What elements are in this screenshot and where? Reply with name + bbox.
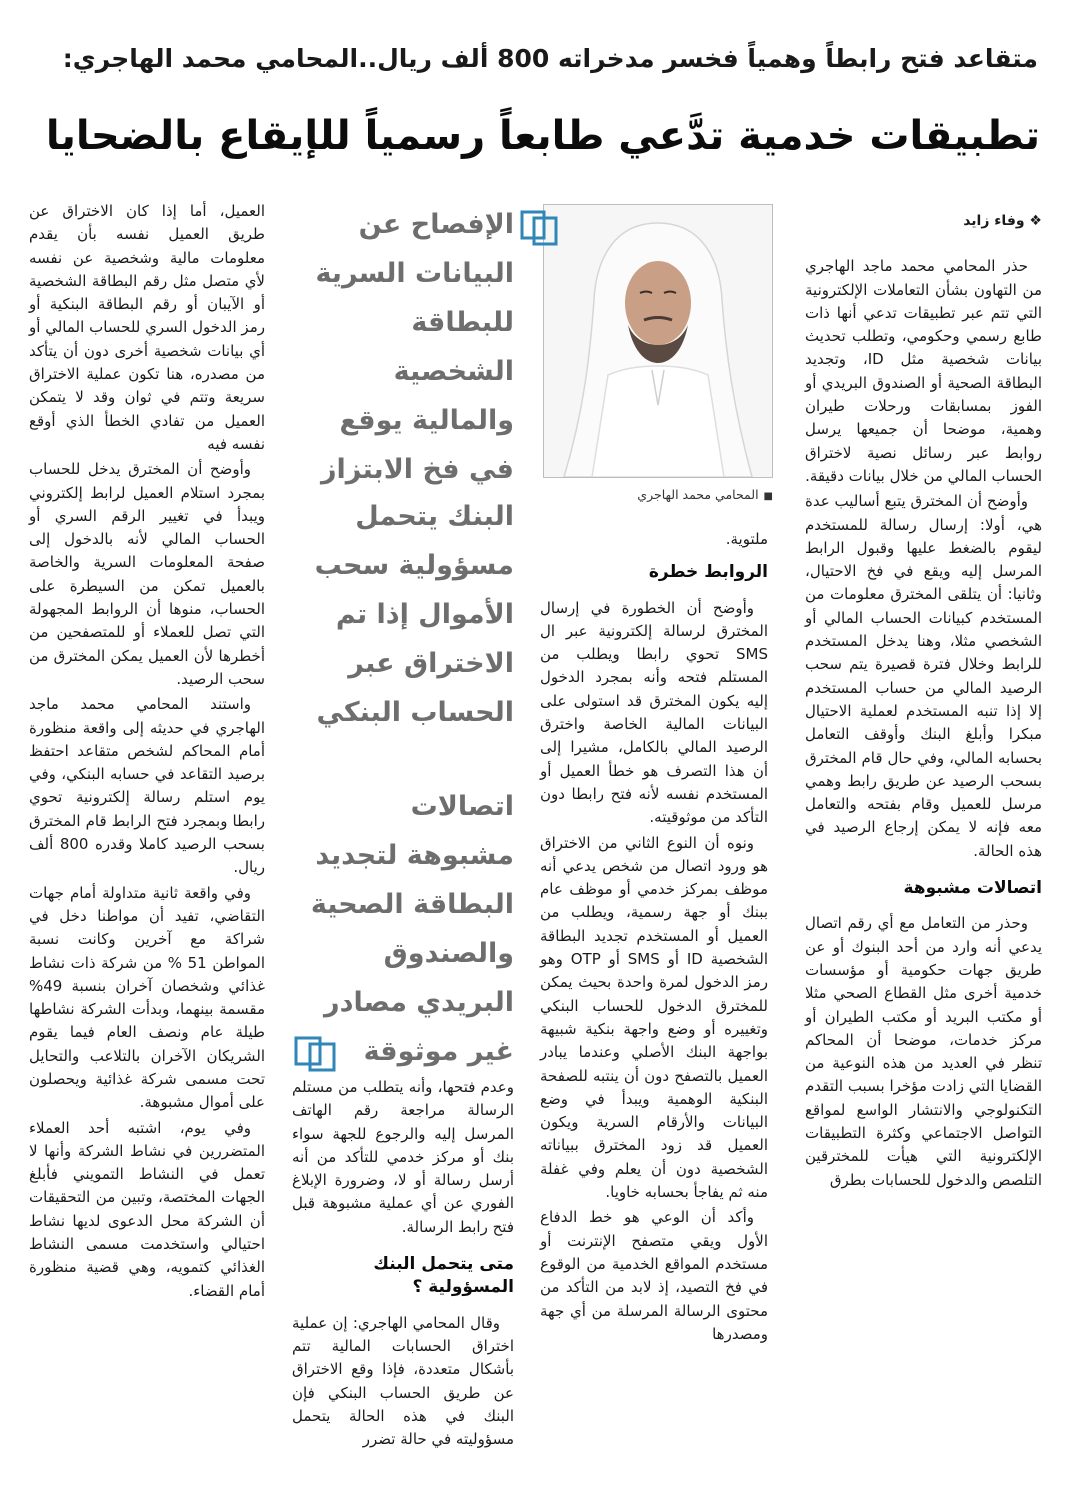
paragraph: العميل، أما إذا كان الاختراق عن طريق العميل نفسه بأن يقدم معلومات مالية وشخصية عن نفسه لأي متصل مثل رقم البطاقة الشخصية أو الآيبان أو رقم البطاقة البنكية أو رمز الدخول السري للحساب المالي أو أي بيانات شخصية أخرى دون أن يتأكد من مصدره، هنا تكون عملية الاختراق سريعة وتتم في ثوان وقد لا يتمكن العميل من تفادي الخطأ الذي أوقع نفسه فيه [29, 202, 265, 453]
paragraph: وأوضح أن الخطورة في إرسال المخترق لرسالة إلكترونية عبر ال SMS تحوي رابطا ويطلب من المستلم فتحه وأنه بمجرد الدخول إليه يكون المخترق قد استولى على البيانات المالية الخاصة واخترق الرصيد المالي بالكامل، مشيرا إلى أن هذا التصرف هو خطأ العميل أو المستخدم نفسه لأنه فتح رابطا دون التأكد من موثوقيته. [540, 598, 768, 827]
paragraph: وقال المحامي الهاجري: إن عملية اختراق الحسابات المالية تتم بأشكال متعددة، فإذا وقع الاختراق عن طريق الحساب البنكي فإن البنك في هذه الحالة يتحمل مسؤوليته في حالة تضرر [292, 1313, 514, 1449]
pull-quote-2 [296, 492, 514, 737]
photo-block [543, 204, 773, 502]
pull-quote-3 [296, 782, 514, 1076]
quote-open-icon [518, 208, 564, 248]
paragraph: واستند المحامي محمد ماجد الهاجري في حديثه إلى واقعة منظورة أمام المحاكم لشخص متقاعد احتفظ برصيد التقاعد في حسابه البنكي، وفي يوم استلم رسالة إلكترونية تحوي رابطا وبمجرد فتح الرابط قام المخترق بسحب الرصيد كاملا وقدره 800 ألف ريال. [29, 695, 265, 877]
main-headline: تطبيقات خدمية تدَّعي طابعاً رسمياً للإيقاع بالضحايا [45, 113, 1040, 159]
paragraph: وأوضح أن المخترق يدخل للحساب بمجرد استلام العميل لرابط إلكتروني ويبدأ في تغيير الرقم السري أو الحساب المالي لأنه بالدخول إلى صفحة المعلومات السرية والخاصة بالعميل تمكن من السيطرة على الحساب، منوها أن الروابط المجهولة التي تصل للعملاء أو للمتصفحين من أخطرها لأن العميل يمكن المخترق من سحب الرصيد. [29, 460, 265, 688]
photo-caption-text: المحامي محمد الهاجري [637, 487, 759, 502]
pull-quote-text: البنك يتحمل مسؤولية سحب الأموال إذا تم الاختراق عبر الحساب البنكي [314, 501, 514, 728]
paragraph: وفي يوم، اشتبه أحد العملاء المتضررين في نشاط الشركة وأنها لا تعمل في النشاط التمويني فأبلغ الجهات المختصة، وتبين من التحقيقات أن الشركة محل الدعوى لديها نشاط احتيالي واستخدمت مسمى النشاط الغذائي كتمويه، وهي قضية منظورة أمام القضاء. [29, 1118, 265, 1300]
paragraph: ونوه أن النوع الثاني من الاختراق هو ورود اتصال من شخص يدعي أنه موظف بمركز خدمي أو موظف عام ببنك أو جهة رسمية، ويطلب من العميل أو المستخدم تجديد البطاقة الشخصية ID أو SMS أو OTP وهو رمز الدخول لمرة واحدة بحيث يمكن للمخترق الدخول للحساب البنكي وتغييره أو وضع واجهة بنكية شبيهة بواجهة البنك الأصلي وعندما يبادر العميل بالتصفح دون أن ينتبه للصفحة البنكية الوهمية ويبدأ في وضع البيانات والأرقام السرية ويكون العميل قد زود المخترق ببياناته الشخصية دون أن يعلم وفي غفلة منه ثم يفاجأ بحسابه خاويا. [540, 833, 769, 1202]
subhead-dangerous-links: الروابط خطرة [648, 562, 768, 583]
paragraph: حذر المحامي محمد ماجد الهاجري من التهاون بشأن التعاملات الإلكترونية التي تتم عبر تطبيقات تدعي أنها ذات طابع رسمي وحكومي، وتطلب تحديث بيانات شخصية مثل ID، وتجديد البطاقة الصحية أو الصندوق البريدي أو الفوز بمسابقات ورحلات طيران وهمية، موضحا أن جميعها يرسل روابط عبر رسائل نصية لاختراق الحساب المالي من خلال بيانات دقيقة. [805, 257, 1042, 485]
article-column-3 [292, 1076, 514, 1453]
article-column-1 [805, 200, 1042, 1194]
portrait-photo [543, 204, 773, 478]
paragraph: وعدم فتحها، وأنه يتطلب من مستلم الرسالة مراجعة رقم الهاتف المرسل إليه والرجوع للجهة سواء بنك أو مركز خدمي للتأكد من أنه أرسل رسالة أو لا، وضرورة الإبلاغ الفوري عن أي عملية مشبوهة قبل فتح رابط الرسالة. [292, 1078, 514, 1236]
paragraph: وفي واقعة ثانية متداولة أمام جهات التقاضي، تفيد أن مواطنا دخل في شراكة مع آخرين وكانت نسبة المواطن 51 % من شركة ذات نشاط غذائي وشخصان آخران بنسبة 49% مقسمة بينهما، وبدأت الشركة نشاطها طيلة عام ونصف العام فيما يقوم الشريكان الآخران بالتلاعب والتحايل تحت مسمى شركة غذائية ويحصلون على أموال مشبوهة. [29, 883, 266, 1112]
subhead-suspicious-calls: اتصالات مشبوهة [903, 878, 1042, 899]
pull-quote-text: اتصالات مشبوهة لتجديد البطاقة الصحية والصندوق البريدي مصادر غير موثوقة [310, 791, 514, 1067]
portrait-illustration [544, 205, 772, 477]
paragraph: وحذر من التعامل مع أي رقم اتصال يدعي أنه وارد من أحد البنوك أو عن طريق جهات حكومية أو مؤسسات خدمية أخرى مثل القطاع الصحي مثلا أو مكتب البريد أو مكتب الطيران أو مركز خدمات، موضحا أن المحاكم تنظر في العديد من هذه النوعية من القضايا التي زادت مؤخرا بسبب التقدم التكنولوجي والانتشار الواسع لمواقع التواصل الاجتماعي وكثرة التطبيقات الإلكترونية التي هيأت للمخترقين التلصص والدخول للحسابات بطرق [805, 914, 1042, 1189]
article-column-4 [29, 200, 265, 1305]
paragraph: وأوضح أن المخترق يتبع أساليب عدة هي، أولا: إرسال رسالة للمستخدم ليقوم بالضغط عليها وقبول الرابط المرسل إليه ويقع في فخ الاحتيال، وثانيا: أن يتلقى المخترق معلومات من المستخدم كبيانات الحساب المالي أو الشخصي مثلا، وهنا يدخل المستخدم للرابط وخلال فترة قصيرة يتم سحب الرصيد المالي من حساب المستخدم إلا إذا تنبه المستخدم لعملية الاحتيال مبكرا وأبلغ البنك وأوقف التعامل بحسابه المالي، وفي حال قام المخترق بسحب الرصيد عن طريق رابط وهمي مرسل للعميل وقام بفتحه والتعامل معه فإنه لا يمكن إرجاع الرصيد في هذه الحالة. [805, 492, 1042, 860]
pull-quote-1 [296, 200, 514, 494]
pull-quote-text: الإفصاح عن البيانات السرية للبطاقة الشخصية والمالية يوقع في فخ الابتزاز [315, 209, 514, 485]
article-column-2 [540, 528, 768, 1348]
paragraph: وأكد أن الوعي هو خط الدفاع الأول ويقي متصفح الإنترنت أو مستخدم المواقع الخدمية من الوقوع في فخ التصيد، إذ لابد من التأكد من محتوى الرسالة المرسلة من أي جهة ومصدرها [540, 1208, 768, 1343]
author-byline: ❖ وفاء زايد [963, 213, 1042, 229]
paragraph: ملتوية. [725, 530, 768, 548]
subhead-bank-responsibility: متى يتحمل البنك المسؤولية ؟ [373, 1254, 514, 1298]
kicker-headline: متقاعد فتح رابطاً وهمياً فخسر مدخراته 800 ألف ريال..المحامي محمد الهاجري: [62, 44, 1038, 73]
quote-close-icon [292, 1032, 344, 1074]
caption-bullet-icon: ■ [763, 491, 773, 502]
photo-caption [543, 487, 773, 502]
